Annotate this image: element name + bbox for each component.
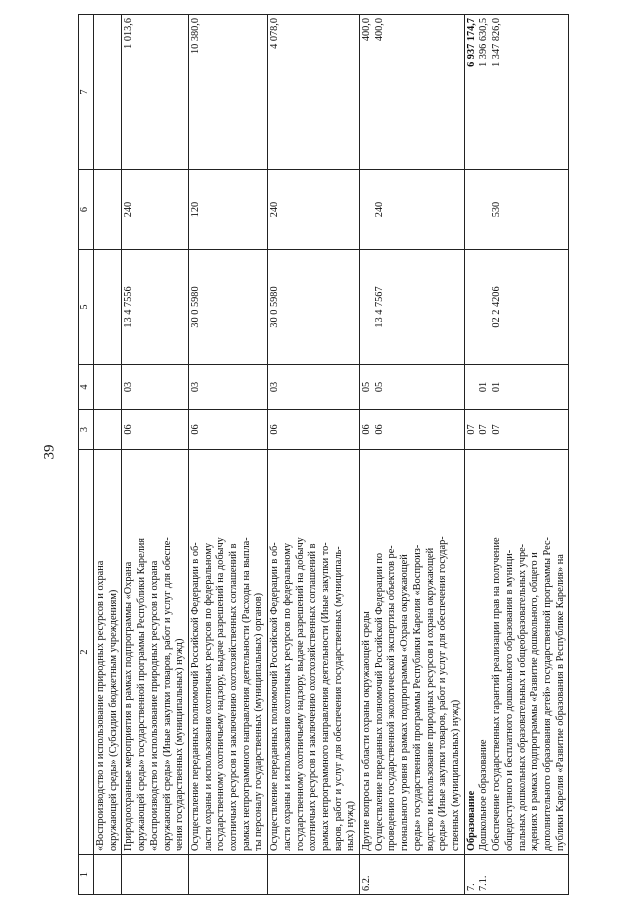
- table-cell-amount: [268, 15, 360, 170]
- table-cell: [94, 855, 122, 895]
- cell-value: 03: [123, 381, 135, 393]
- cell-value: 240: [269, 201, 281, 218]
- cell-value: 03: [269, 381, 281, 393]
- table-cell-description: [188, 450, 267, 855]
- text-line: рамках непрограммного направления деятельности (Иные закупки то-: [319, 542, 331, 851]
- table-cell: [94, 410, 122, 450]
- table-cell: [360, 365, 465, 410]
- table-cell-amount: [122, 15, 189, 170]
- cell-value: 7.1.: [478, 875, 490, 891]
- cell-value: 01: [478, 381, 490, 393]
- text-line: государственному охотничьему надзору, выдаче разрешений на добычу: [215, 537, 227, 851]
- table-cell: [268, 855, 360, 895]
- text-line: варов, работ и услуг для обеспечения государственных (муниципаль-: [332, 546, 344, 851]
- cell-value: 07: [478, 424, 490, 435]
- cell-value: 02 2 4206: [491, 286, 503, 328]
- cell-value: 1 013,6: [123, 18, 135, 49]
- table-row: [94, 15, 122, 895]
- text-line: среды» государственной программы Республики Карелия «Воспроиз-: [411, 544, 423, 851]
- table-cell: [268, 250, 360, 365]
- table-header-row: [79, 15, 94, 895]
- cell-value: 01: [491, 381, 503, 393]
- table-cell-description: [268, 450, 360, 855]
- cell-value: 1 347 826,0: [491, 18, 503, 67]
- cell-value: 400,0: [361, 18, 373, 42]
- cell-value: 1 396 630,5: [478, 18, 490, 67]
- table-cell: [464, 365, 569, 410]
- cell-value: 30 0 5980: [269, 286, 281, 328]
- table-cell: [94, 365, 122, 410]
- column-header: 7: [79, 15, 94, 170]
- text-line: гионального уровня в рамках подпрограммы «Охрана окружающей: [399, 554, 411, 851]
- text-line: Обеспечение государственных гарантий реализации прав на получение: [491, 537, 503, 851]
- table-cell-amount: [94, 15, 122, 170]
- table-cell: [188, 410, 267, 450]
- cell-value: 400,0: [373, 18, 385, 42]
- table-cell: [360, 250, 465, 365]
- table-cell: [188, 855, 267, 895]
- text-line: охотничьих ресурсов и заключению охотхозяйственных соглашений в: [228, 543, 240, 851]
- text-line: «Воспроизводство и использование природных ресурсов и охрана: [95, 560, 106, 851]
- text-line: проведению государственной экологической экспертизы объектов ре-: [386, 545, 398, 851]
- table-cell-amount: [188, 15, 267, 170]
- table-cell: [360, 855, 465, 895]
- text-line: государственному охотничьему надзору, выдаче разрешений на добычу: [294, 537, 306, 851]
- text-line: Дошкольное образование: [478, 739, 490, 851]
- cell-value: [466, 173, 479, 246]
- text-line: Осуществление переданных полномочий Российской Федерации в об-: [189, 542, 201, 851]
- text-line: дополнительного образования детей» государственной программы Рес-: [541, 537, 553, 851]
- text-line: общедоступного и бесплатного дошкольного образования в муници-: [503, 549, 515, 851]
- text-line: охотничьих ресурсов и заключению охотхозяйственных соглашений в: [307, 543, 319, 851]
- page-number: 39: [41, 444, 58, 460]
- column-header: 3: [79, 410, 94, 450]
- cell-value: 240: [123, 201, 135, 218]
- column-header: 5: [79, 250, 94, 365]
- cell-value: 6.2.: [361, 875, 373, 891]
- column-header: 2: [79, 450, 94, 855]
- cell-value-total: 6 937 174,7: [465, 18, 477, 67]
- cell-value: 7.: [465, 883, 477, 891]
- cell-value: [478, 253, 491, 361]
- cell-value: 03: [189, 381, 201, 393]
- cell-value: 06: [361, 424, 373, 435]
- cell-value: 240: [373, 201, 385, 218]
- table-cell: [94, 250, 122, 365]
- table-cell: [122, 365, 189, 410]
- table-cell: [464, 410, 569, 450]
- table-cell: [268, 365, 360, 410]
- text-line: окружающей среды» государственной программы Республики Карелия: [136, 537, 148, 851]
- table-row: [122, 15, 189, 895]
- table-cell: [122, 250, 189, 365]
- cell-value: 05: [373, 381, 385, 393]
- table-cell: [464, 250, 569, 365]
- text-line: ственных (муниципальных) нужд): [449, 699, 461, 851]
- table-cell: [268, 170, 360, 250]
- cell-value: [466, 253, 479, 361]
- table-cell: [122, 855, 189, 895]
- text-line: чения государственных (муниципальных) нужд): [174, 638, 186, 851]
- cell-value: 30 0 5980: [189, 286, 201, 328]
- column-header: 4: [79, 365, 94, 410]
- table-cell-description: [122, 450, 189, 855]
- table-cell: [464, 855, 569, 895]
- table-body: [94, 15, 569, 895]
- cell-value: 13 4 7556: [123, 286, 135, 328]
- cell-value: 05: [361, 381, 373, 393]
- table-row: [464, 15, 569, 895]
- text-line: ласти охраны и использования охотничьих ресурсов по федеральному: [281, 542, 293, 851]
- text-line: ждениях в рамках подпрограммы «Развитие дошкольного, общего и: [529, 552, 541, 851]
- cell-value: [361, 253, 374, 361]
- text-line: водство и использование природных ресурсов и охрана окружающей: [424, 547, 436, 851]
- text-line: ласти охраны и использования охотничьих ресурсов по федеральному: [202, 542, 214, 851]
- cell-value: [478, 173, 491, 246]
- cell-value: 06: [373, 424, 385, 435]
- table-cell: [360, 170, 465, 250]
- text-line: «Воспроизводство и использование природных ресурсов и охрана: [148, 560, 160, 851]
- section-title: Образование: [465, 790, 477, 851]
- table-cell-description: [464, 450, 569, 855]
- table-cell: [188, 170, 267, 250]
- text-line: публики Карелия «Развитие образования в Республике Карелия» на: [554, 554, 566, 851]
- text-line: пальных дошкольных образовательных и общеобразовательных учре-: [516, 543, 528, 851]
- table-cell: [188, 250, 267, 365]
- rotated-table-container: [78, 15, 613, 895]
- cell-value: 4 078,0: [269, 18, 281, 49]
- text-line: ных) нужд): [345, 801, 357, 851]
- table-cell: [188, 365, 267, 410]
- table-cell-description: [94, 450, 122, 855]
- text-line: рамках непрограммного направления деятельности (Расходы на выпла-: [240, 537, 252, 851]
- text-line: окружающей среды» (Субсидии бюджетным учреждениям): [107, 589, 119, 851]
- text-line: Природоохранные мероприятия в рамках подпрограммы «Охрана: [123, 561, 135, 851]
- table-row: [188, 15, 267, 895]
- text-line: ты персоналу государственных (муниципальных) органов): [253, 592, 265, 851]
- table-cell-amount: [360, 15, 465, 170]
- cell-value: 06: [269, 424, 281, 435]
- table-cell: [464, 170, 569, 250]
- text-line: окружающей среды» (Иные закупки товаров, работ и услуг для обеспе-: [161, 537, 173, 851]
- table-cell: [122, 410, 189, 450]
- cell-value: 10 380,0: [189, 18, 201, 55]
- text-line: Осуществление переданных полномочий Российской Федерации в об-: [269, 542, 281, 851]
- budget-table: [78, 14, 569, 895]
- text-line: Осуществление переданных полномочий Российской Федерации по: [373, 552, 385, 851]
- cell-value: 06: [123, 424, 135, 435]
- cell-value: 530: [491, 201, 503, 218]
- table-row: [268, 15, 360, 895]
- table-cell: [122, 170, 189, 250]
- cell-value: 07: [465, 424, 477, 435]
- table-cell-amount: [464, 15, 569, 170]
- table-cell-description: [360, 450, 465, 855]
- column-header: 6: [79, 170, 94, 250]
- table-cell: [94, 170, 122, 250]
- text-line: среды» (Иные закупки товаров, работ и услуг для обеспечения государ-: [437, 536, 449, 851]
- text-line: Другие вопросы в области охраны окружающей среды: [361, 611, 373, 851]
- table-row: [360, 15, 465, 895]
- table-cell: [360, 410, 465, 450]
- cell-value: 13 4 7567: [373, 286, 385, 328]
- cell-value: [466, 368, 479, 406]
- cell-value: 120: [189, 201, 201, 218]
- cell-value: 07: [491, 424, 503, 435]
- cell-value: [361, 173, 374, 246]
- cell-value: 06: [189, 424, 201, 435]
- column-header: 1: [79, 855, 94, 895]
- table-cell: [268, 410, 360, 450]
